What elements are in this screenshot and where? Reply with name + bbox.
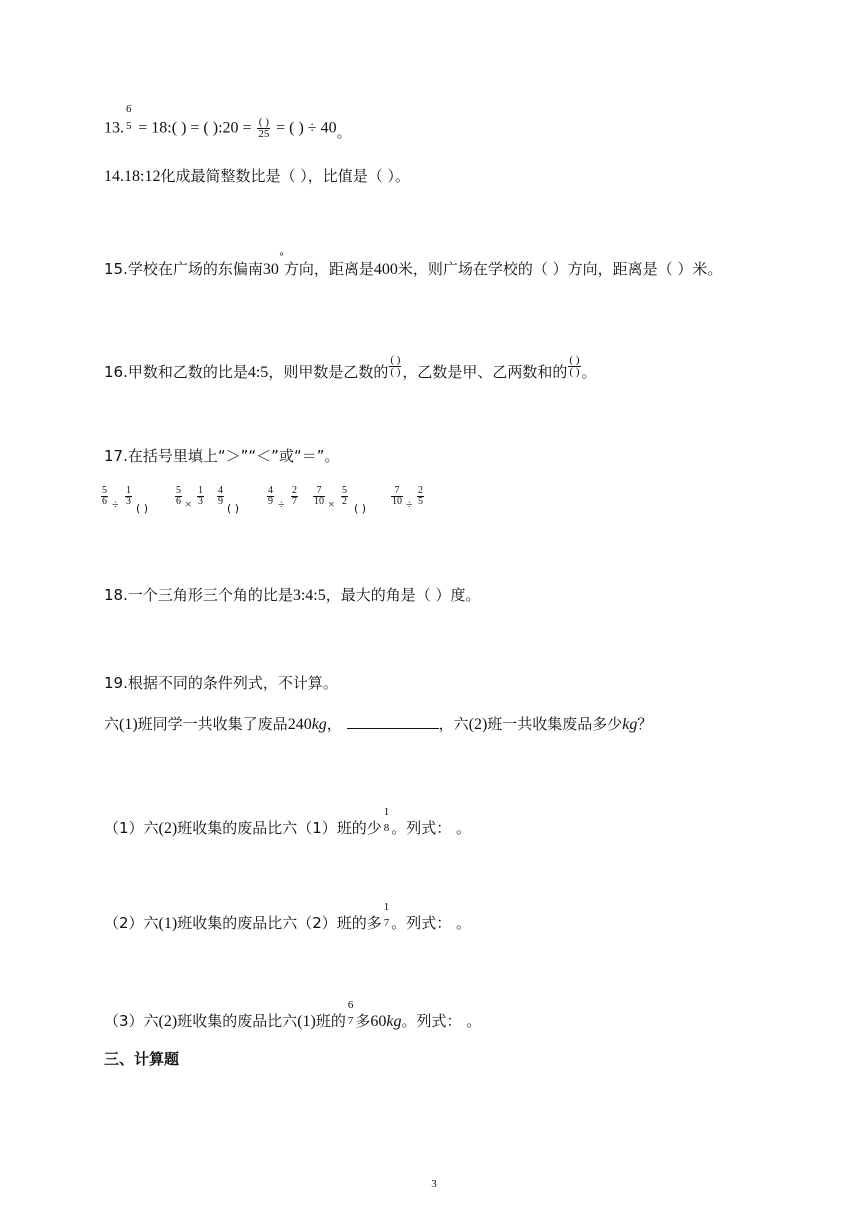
q19-sub2-fraction: 1 7	[383, 901, 390, 929]
q13-fraction: 6 5	[126, 103, 132, 132]
q13-expr-2: = ( ) ÷ 40	[276, 119, 337, 137]
question-13	[104, 103, 352, 142]
q15-distance: 400	[373, 261, 398, 278]
cmp-frac-5-6-b: 5 6	[176, 485, 181, 507]
q16-ratio: 4:5	[247, 364, 269, 381]
q19-sub-3: （3）六(2)班收集的废品比六(1)班的 6 7 多60kg。列式： 。	[104, 999, 482, 1030]
cmp-frac-1-3-b: 1 3	[198, 485, 203, 507]
section-title-calculation: 三、计算题	[104, 1050, 180, 1068]
cmp-frac-7-10-a: 7 10	[314, 485, 324, 507]
cmp-frac-4-9-a: 4 9	[218, 485, 223, 507]
cmp-frac-5-2: 5 2	[342, 485, 347, 507]
q16-blank-fraction-1: $\frac{( )}{( )}$	[390, 354, 401, 378]
q17-text: 17.在括号里填上“＞”“＜”或“＝”。	[104, 447, 340, 465]
question-16: 16.甲数和乙数的比是4:5，则甲数是乙数的 $\frac{( )}{( )}$ ，乙数是甲、乙两数和的 $\frac{( )}{( )}$ 。	[104, 354, 597, 381]
q19-condition-blank[interactable]	[347, 714, 439, 729]
cmp-blank-3[interactable]: ( )	[354, 502, 367, 515]
cmp-blank-1[interactable]: ( )	[136, 502, 149, 515]
q19-sub1-fraction: 1 8	[383, 806, 390, 834]
q14-ratio: 18:12	[124, 168, 161, 185]
cmp-frac-5-6-a: 5 6	[102, 485, 107, 507]
cmp-frac-2-5: 2 5	[418, 485, 423, 507]
q16-blank-fraction-2: $\frac{( )}{( )}$	[569, 354, 580, 378]
q14-text: 化成最简整数比是（ ），比值是（ ）。	[160, 167, 410, 185]
q13-number: 13.	[104, 119, 124, 137]
cmp-blank-2[interactable]: ( )	[227, 502, 240, 515]
cmp-frac-4-9-b: 4 9	[268, 485, 273, 507]
q15-degree: 30	[262, 261, 279, 278]
q18-ratio: 3:4:5	[292, 587, 326, 604]
q19-sub3-fraction: 6 7	[347, 999, 354, 1027]
question-17	[104, 446, 339, 466]
question-15: 15.学校在广场的东偏南30°方向，距离是400米，则广场在学校的（ ）方向，距离是（ ）米。	[104, 252, 723, 278]
cmp-frac-7-10-b: 7 10	[392, 485, 402, 507]
question-18: 18.一个三角形三个角的比是3:4:5，最大的角是（ ）度。	[104, 586, 481, 604]
q13-blank-fraction: $\frac{( )}{25}$	[258, 115, 270, 140]
question-19-stem: 六(1)班同学一共收集了废品240kg， ，六(2)班一共收集废品多少kg？	[104, 715, 653, 733]
q19-sub-2: （2）六(1)班收集的废品比六（2）班的多 1 7 。列式： 。	[104, 901, 472, 932]
cmp-frac-2-7: 2 7	[292, 485, 297, 507]
q19-sub-1: （1）六(2)班收集的废品比六（1）班的少 1 8 。列式： 。	[104, 806, 472, 837]
question-14: 14.18:12化成最简整数比是（ ），比值是（ ）。	[104, 167, 410, 185]
question-19-title: 19.根据不同的条件列式，不计算。	[104, 674, 338, 692]
q13-end: 。	[336, 122, 352, 141]
cmp-frac-1-3-a: 1 3	[126, 485, 131, 507]
page-number: 3	[431, 1178, 437, 1190]
q13-expr-1: = 18:( ) = ( ):20 =	[138, 119, 252, 137]
